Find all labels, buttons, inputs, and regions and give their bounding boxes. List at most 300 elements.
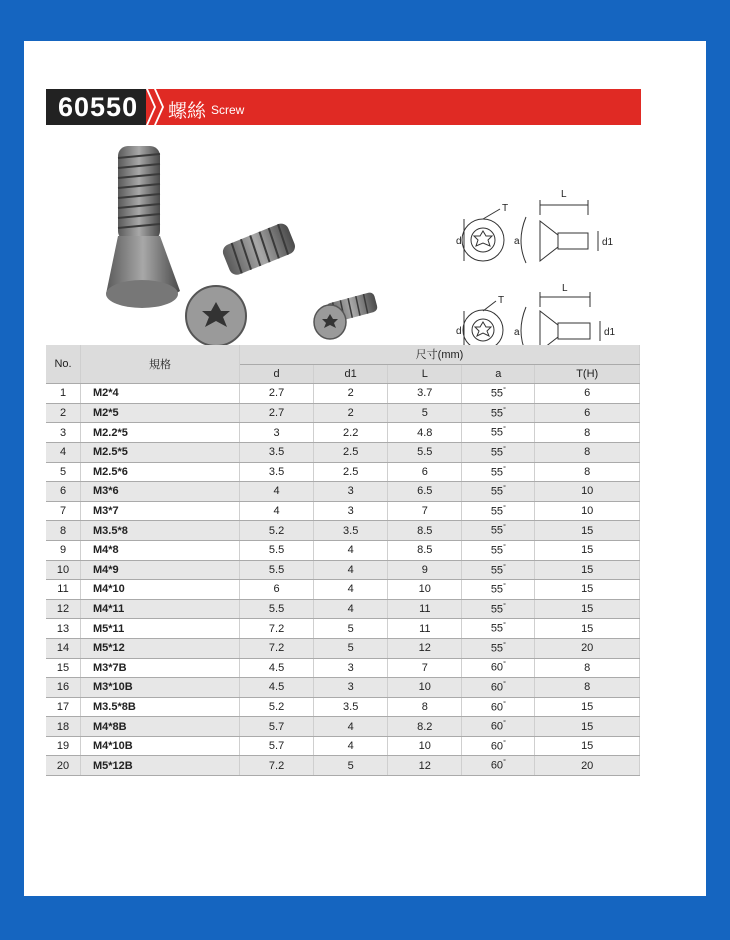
cell-l <box>388 638 462 658</box>
label-T-top: T <box>502 203 509 214</box>
cell-t <box>535 521 640 541</box>
cell-spec <box>81 697 240 717</box>
cell-l <box>388 384 462 404</box>
cell-d1 <box>314 678 388 698</box>
cell-no <box>46 697 81 717</box>
cell-spec <box>81 521 240 541</box>
cell-value: 3.5 <box>343 700 359 713</box>
cell-d <box>240 658 314 678</box>
table-row <box>46 599 640 619</box>
cell-value: 13 <box>56 622 70 635</box>
table-row <box>46 403 640 423</box>
cell-a <box>462 403 535 423</box>
cell-value: 14 <box>56 642 70 655</box>
cell-t <box>535 501 640 521</box>
cell-value: 4 <box>347 583 354 596</box>
cell-value: 55 <box>490 485 504 498</box>
table-row <box>46 736 640 756</box>
cell-d1 <box>314 482 388 502</box>
cell-no <box>46 756 81 776</box>
cell-t <box>535 697 640 717</box>
cell-d <box>240 756 314 776</box>
cell-value: 17 <box>56 700 70 713</box>
cell-value: M4*8 <box>93 544 119 557</box>
cell-value: 15 <box>581 544 594 557</box>
cell-value: 8.2 <box>417 720 433 733</box>
degree-symbol: ° <box>503 602 506 610</box>
cell-d1 <box>314 442 388 462</box>
cell-a <box>462 580 535 600</box>
cell-value: 6 <box>59 485 67 498</box>
cell-t <box>535 442 640 462</box>
cell-value: 11 <box>57 583 69 596</box>
cell-value: 6.5 <box>417 485 433 498</box>
cell-value: M2*5 <box>93 407 119 420</box>
cell-value: 5 <box>59 465 67 478</box>
cell-no <box>46 462 81 482</box>
table-row <box>46 678 640 698</box>
cell-d1 <box>314 756 388 776</box>
cell-a <box>462 560 535 580</box>
cell-a <box>462 540 535 560</box>
cell-spec <box>81 756 240 776</box>
cell-value: 15 <box>56 661 70 674</box>
degree-symbol: ° <box>503 543 506 551</box>
cell-value: M5*11 <box>93 622 125 635</box>
cell-spec <box>81 580 240 600</box>
cell-value: 55 <box>490 524 504 537</box>
cell-t <box>535 560 640 580</box>
cell-spec <box>81 599 240 619</box>
cell-value: 5.5 <box>268 544 285 557</box>
table-row <box>46 756 640 776</box>
header-col: L <box>388 364 462 384</box>
cell-t <box>535 423 640 443</box>
cell-value: 55 <box>490 466 504 479</box>
cell-a <box>462 482 535 502</box>
cell-value: M3*6 <box>93 485 119 498</box>
cell-value: 55 <box>490 642 504 655</box>
cell-value: 3.5 <box>268 446 285 459</box>
table-row <box>46 560 640 580</box>
cell-d <box>240 501 314 521</box>
cell-d1 <box>314 619 388 639</box>
cell-spec <box>81 619 240 639</box>
cell-value: 10 <box>418 583 431 596</box>
cell-value: 10 <box>581 505 594 518</box>
cell-a <box>462 678 535 698</box>
cell-value: M4*10B <box>93 740 133 753</box>
cell-t <box>535 717 640 737</box>
cell-no <box>46 521 81 541</box>
cell-value: 60 <box>490 760 504 773</box>
cell-value: 3.5 <box>268 465 285 478</box>
degree-symbol: ° <box>503 465 506 473</box>
cell-a <box>462 462 535 482</box>
degree-symbol: ° <box>503 681 506 689</box>
header-no: No. <box>46 345 81 384</box>
cell-no <box>46 442 81 462</box>
cell-value: 8 <box>421 700 428 713</box>
table-row <box>46 638 640 658</box>
cell-d1 <box>314 403 388 423</box>
cell-value: 55 <box>490 603 504 616</box>
cell-value: 7 <box>421 505 428 518</box>
cell-spec <box>81 658 240 678</box>
degree-symbol: ° <box>503 583 506 591</box>
cell-value: 15 <box>581 563 594 576</box>
cell-spec <box>81 423 240 443</box>
cell-no <box>46 678 81 698</box>
cell-value: 2.7 <box>268 407 285 420</box>
cell-value: 5 <box>347 642 354 655</box>
cell-l <box>388 599 462 619</box>
degree-symbol: ° <box>503 426 506 434</box>
cell-a <box>462 717 535 737</box>
table-row <box>46 619 640 639</box>
cell-a <box>462 697 535 717</box>
title-banner <box>46 89 641 125</box>
cell-spec <box>81 540 240 560</box>
cell-spec <box>81 736 240 756</box>
cell-value: 18 <box>56 720 70 733</box>
cell-l <box>388 521 462 541</box>
header-spec: 規格 <box>81 345 240 384</box>
cell-l <box>388 462 462 482</box>
cell-spec <box>81 403 240 423</box>
cell-value: 2.2 <box>343 426 359 439</box>
cell-value: 8 <box>584 426 591 439</box>
cell-value: 3.7 <box>417 387 433 400</box>
cell-value: M5*12B <box>93 759 133 772</box>
cell-no <box>46 619 81 639</box>
cell-value: 7.2 <box>268 759 285 772</box>
cell-value: 55 <box>490 427 504 439</box>
cell-value: 60 <box>490 681 504 694</box>
cell-no <box>46 658 81 678</box>
cell-value: M3*7 <box>93 505 119 518</box>
cell-spec <box>81 501 240 521</box>
cell-d <box>240 442 314 462</box>
cell-value: 6 <box>421 465 428 478</box>
cell-value: 4 <box>347 720 354 733</box>
cell-spec <box>81 560 240 580</box>
cell-value: 4 <box>347 603 354 616</box>
cell-value: 11 <box>419 622 431 635</box>
cell-t <box>535 756 640 776</box>
cell-d <box>240 619 314 639</box>
degree-symbol: ° <box>503 720 506 728</box>
cell-value: 8 <box>584 446 591 459</box>
table-row <box>46 658 640 678</box>
cell-d <box>240 678 314 698</box>
cell-value: 4 <box>59 446 67 459</box>
cell-d1 <box>314 697 388 717</box>
cell-a <box>462 501 535 521</box>
cell-value: 10 <box>418 681 431 694</box>
cell-value: 20 <box>56 759 70 772</box>
cell-d <box>240 482 314 502</box>
cell-t <box>535 599 640 619</box>
cell-value: 55 <box>490 446 504 459</box>
cell-t <box>535 403 640 423</box>
cell-value: 4 <box>273 485 280 498</box>
header-col: d <box>240 364 314 384</box>
cell-value: 12 <box>56 603 70 616</box>
cell-d1 <box>314 462 388 482</box>
cell-value: 7 <box>421 661 428 674</box>
cell-no <box>46 403 81 423</box>
cell-value: 3 <box>273 426 280 439</box>
table-row <box>46 423 640 443</box>
cell-value: 5.5 <box>268 603 285 616</box>
cell-a <box>462 423 535 443</box>
cell-d <box>240 736 314 756</box>
cell-d <box>240 638 314 658</box>
cell-value: 2 <box>59 407 67 420</box>
degree-symbol: ° <box>503 504 506 512</box>
cell-value: 8.5 <box>417 524 433 537</box>
cell-spec <box>81 384 240 404</box>
cell-value: M2.5*6 <box>93 465 128 478</box>
table-row <box>46 697 640 717</box>
cell-value: 9 <box>421 563 428 576</box>
label-d-top: d <box>456 236 462 247</box>
header-col: a <box>462 364 535 384</box>
cell-value: 60 <box>490 701 504 714</box>
cell-no <box>46 580 81 600</box>
label-a-top: a <box>514 236 520 247</box>
cell-a <box>462 384 535 404</box>
cell-d1 <box>314 423 388 443</box>
cell-value: M3.5*8B <box>93 700 136 713</box>
cell-l <box>388 697 462 717</box>
cell-value: 55 <box>490 505 504 518</box>
cell-value: 2.7 <box>268 387 285 400</box>
cell-value: 2 <box>347 387 354 400</box>
cell-value: 5.2 <box>268 524 285 537</box>
cell-l <box>388 501 462 521</box>
label-d1-bottom: d1 <box>604 327 616 338</box>
table-row <box>46 384 640 404</box>
cell-value: 2.5 <box>343 465 359 478</box>
degree-symbol: ° <box>503 563 506 571</box>
cell-no <box>46 540 81 560</box>
cell-value: M2.2*5 <box>93 426 128 439</box>
cell-value: 5.2 <box>268 700 285 713</box>
cell-d <box>240 462 314 482</box>
cell-value: 8 <box>584 465 591 478</box>
cell-value: 3 <box>347 485 354 498</box>
cell-value: 10 <box>418 740 431 753</box>
table-row <box>46 540 640 560</box>
cell-value: 16 <box>56 681 70 694</box>
cell-value: 8 <box>584 681 591 694</box>
table-row <box>46 462 640 482</box>
cell-value: M3*7B <box>93 661 127 674</box>
cell-value: 6 <box>584 387 591 400</box>
cell-value: 12 <box>418 642 431 655</box>
cell-d1 <box>314 560 388 580</box>
cell-value: M5*12 <box>93 642 125 655</box>
cell-value: 5 <box>421 407 428 420</box>
cell-value: 3 <box>59 426 67 439</box>
cell-value: 60 <box>490 662 504 675</box>
cell-spec <box>81 717 240 737</box>
cell-value: 5.7 <box>268 740 285 753</box>
cell-value: 2.5 <box>343 446 359 459</box>
cell-no <box>46 501 81 521</box>
cell-value: 15 <box>581 524 594 537</box>
cell-t <box>535 482 640 502</box>
cell-t <box>535 384 640 404</box>
cell-l <box>388 736 462 756</box>
cell-d <box>240 697 314 717</box>
cell-value: 15 <box>581 740 594 753</box>
cell-a <box>462 442 535 462</box>
cell-a <box>462 736 535 756</box>
cell-d1 <box>314 580 388 600</box>
cell-t <box>535 638 640 658</box>
cell-d <box>240 580 314 600</box>
cell-value: 20 <box>581 642 594 655</box>
cell-value: 15 <box>581 622 594 635</box>
cell-value: 55 <box>490 583 504 596</box>
cell-value: 5 <box>347 622 354 635</box>
cell-no <box>46 736 81 756</box>
specs-table <box>46 345 640 776</box>
cell-l <box>388 717 462 737</box>
cell-no <box>46 717 81 737</box>
cell-value: 11 <box>419 603 431 616</box>
cell-d <box>240 599 314 619</box>
cell-value: 60 <box>490 740 504 753</box>
cell-no <box>46 599 81 619</box>
cell-value: 4 <box>347 740 354 753</box>
degree-symbol: ° <box>503 406 506 414</box>
cell-value: M3*10B <box>93 681 133 694</box>
cell-value: 7 <box>59 505 67 518</box>
cell-d1 <box>314 638 388 658</box>
cell-value: 10 <box>56 563 70 576</box>
cell-value: 15 <box>581 603 594 616</box>
table-row <box>46 580 640 600</box>
cell-value: 10 <box>581 485 594 498</box>
cell-spec <box>81 442 240 462</box>
cell-value: M4*8B <box>93 720 127 733</box>
cell-value: 19 <box>56 740 70 753</box>
cell-no <box>46 384 81 404</box>
cell-value: 8.5 <box>417 544 433 557</box>
cell-l <box>388 442 462 462</box>
cell-value: 20 <box>581 759 594 772</box>
table-row <box>46 521 640 541</box>
table-row <box>46 442 640 462</box>
cell-l <box>388 560 462 580</box>
cell-value: 8 <box>59 524 67 537</box>
label-L-top: L <box>561 189 567 200</box>
degree-symbol: ° <box>503 622 506 630</box>
cell-d1 <box>314 599 388 619</box>
cell-d <box>240 403 314 423</box>
degree-symbol: ° <box>503 700 506 708</box>
banner-code-box <box>46 89 146 125</box>
degree-symbol: ° <box>503 661 506 669</box>
cell-value: 8 <box>584 661 591 674</box>
cell-value: 55 <box>490 622 504 635</box>
cell-d1 <box>314 521 388 541</box>
cell-d1 <box>314 540 388 560</box>
cell-value: 5 <box>347 759 354 772</box>
cell-value: 4.5 <box>268 681 285 694</box>
cell-l <box>388 540 462 560</box>
cell-l <box>388 619 462 639</box>
chevron-icon <box>146 89 166 125</box>
title-en: Screw <box>211 103 245 117</box>
degree-symbol: ° <box>503 485 506 493</box>
cell-value: 5.5 <box>268 563 285 576</box>
cell-spec <box>81 482 240 502</box>
cell-t <box>535 736 640 756</box>
cell-value: 4 <box>347 563 354 576</box>
label-d1-top: d1 <box>602 237 614 248</box>
screw-dimension-diagram <box>428 145 616 355</box>
cell-value: 7.2 <box>268 642 285 655</box>
degree-symbol: ° <box>503 445 506 453</box>
cell-value: 12 <box>418 759 431 772</box>
cell-spec <box>81 462 240 482</box>
cell-no <box>46 482 81 502</box>
cell-l <box>388 482 462 502</box>
cell-no <box>46 560 81 580</box>
cell-value: M3.5*8 <box>93 524 128 537</box>
cell-value: 55 <box>490 407 504 420</box>
cell-value: M4*11 <box>93 603 125 616</box>
product-code: 60550 <box>58 92 139 122</box>
degree-symbol: ° <box>503 524 506 532</box>
degree-symbol: ° <box>503 739 506 747</box>
cell-spec <box>81 678 240 698</box>
cell-value: 3 <box>347 661 354 674</box>
cell-value: 3 <box>347 681 354 694</box>
cell-a <box>462 619 535 639</box>
cell-value: M2*4 <box>93 387 119 400</box>
table-row <box>46 501 640 521</box>
cell-value: 3 <box>347 505 354 518</box>
cell-value: 9 <box>59 544 67 557</box>
cell-l <box>388 423 462 443</box>
table-row <box>46 717 640 737</box>
cell-t <box>535 540 640 560</box>
cell-value: 15 <box>581 583 594 596</box>
cell-value: 55 <box>490 387 504 400</box>
cell-t <box>535 462 640 482</box>
degree-symbol: ° <box>503 641 506 649</box>
cell-l <box>388 658 462 678</box>
cell-value: 5.7 <box>268 720 285 733</box>
cell-a <box>462 756 535 776</box>
cell-t <box>535 619 640 639</box>
cell-value: 4 <box>273 505 280 518</box>
cell-d <box>240 540 314 560</box>
cell-d1 <box>314 717 388 737</box>
cell-l <box>388 678 462 698</box>
cell-value: 3.5 <box>343 524 359 537</box>
cell-value: 4.8 <box>417 426 433 439</box>
cell-d1 <box>314 384 388 404</box>
cell-a <box>462 638 535 658</box>
cell-value: 15 <box>581 720 594 733</box>
